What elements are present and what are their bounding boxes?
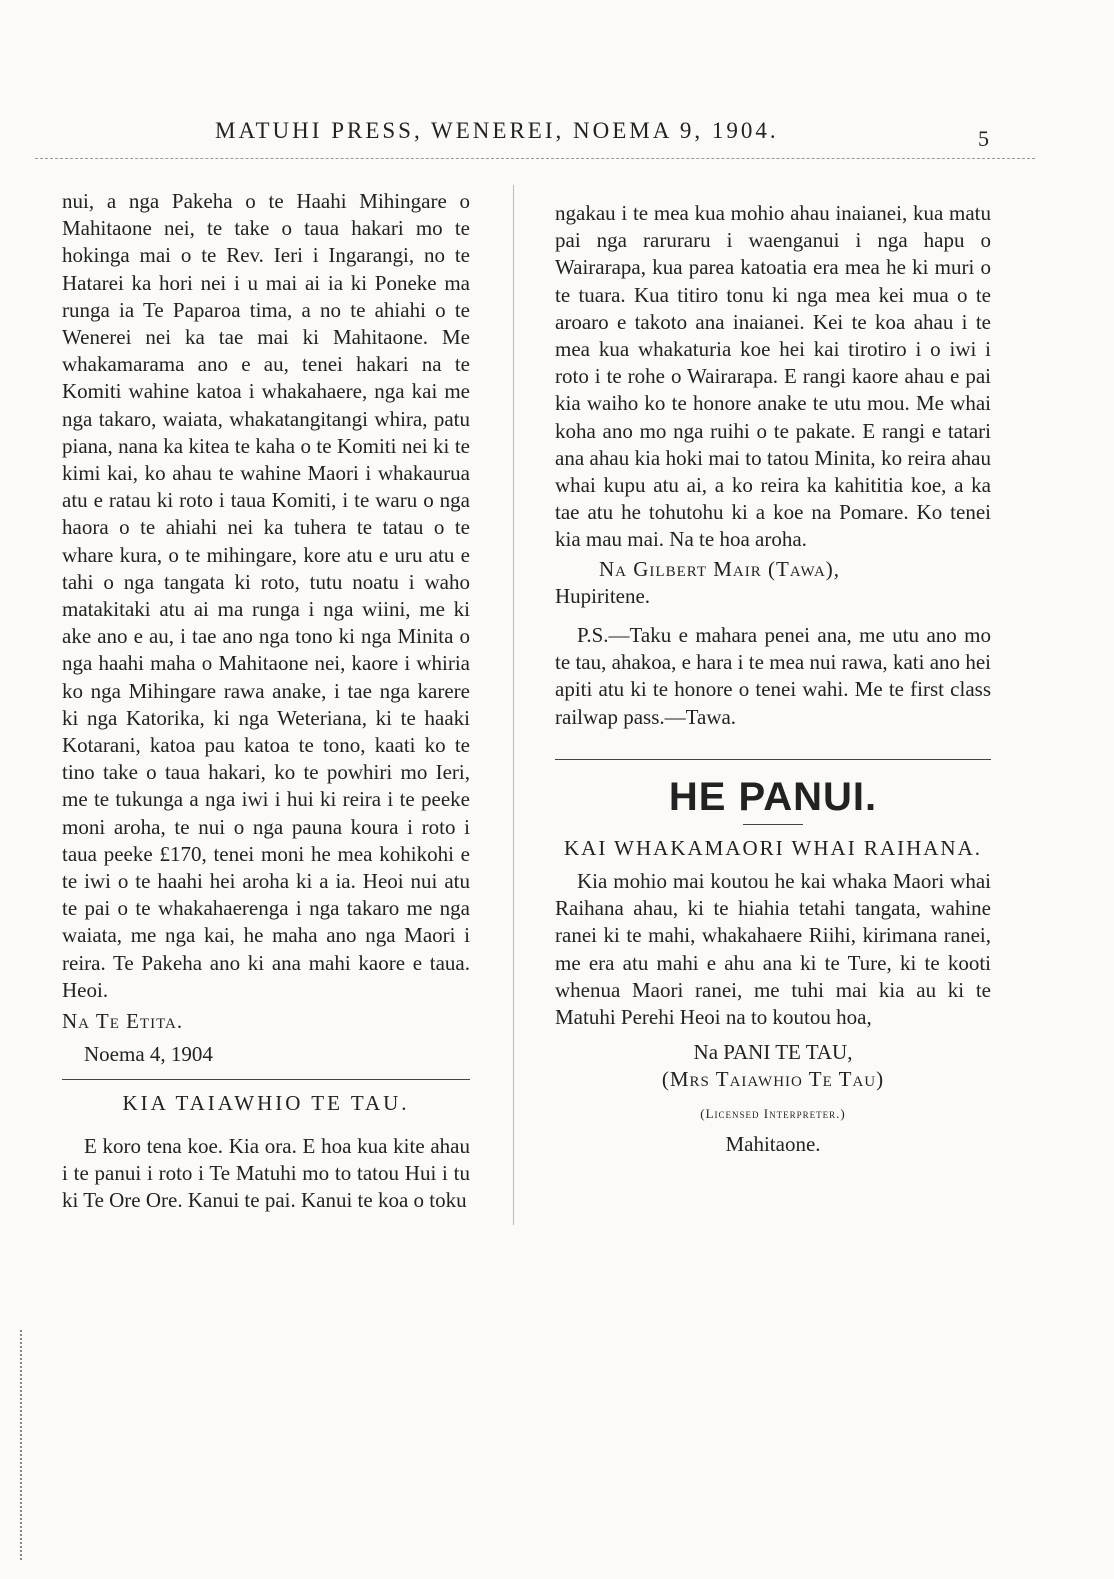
margin-mark [20,1330,22,1560]
postscript: P.S.—Taku e mahara penei ana, me utu ano mo te tau, ahakoa, e hara i te mea nui rawa, kati ano hei apiti atu ki te honore o tenei wahi. Me te first class railwap pass.—Tawa. [555,623,991,729]
notice-signature: Na PANI TE TAU, [693,1040,853,1065]
article-body: nui, a nga Pakeha o te Haahi Mihingare o Mahitaone nei, te take o taua hakari mo te hokinga mai o te Rev. Ieri i Ingarangi, no te Hatarei ka hori nei i u mai ai ia ki Poneke ma runga ia Te Paparoa tima, a no te ahiahi o te Wenerei nei ka tae mai ki Mahitaone. Me whakamarama ano e au, tenei hakari na te Komiti wahine katoa i whakahaere, nga kai me nga takaro, waiata, whakatangitangi whira, patu piana, nana ka kitea te kaha o te Komiti nei ki te kimi kai, ko ahau te wahine Maori i whakaurua atu e ratau ki roto i taua Komiti, i te waru o nga haora o te ahiahi nei ka tuhera te tatau o te whare kura, o te mihingare, kore atu e uru atu e tahi o nga tangata ki roto, tutu noatu i waho matakitaki atu ai ma runga i nga wiini, me ki ake ano e au, i tae ano nga tono ki nga Minita o nga haahi maha o Mahitaone nei, kaore i whiria ko nga Mihingare rawa anake, i tae nga karere ki nga Katorika, ki nga Weteriana, ki te haaki Kotarani, katoa pau katoa te tono, kaati ko te tino take o taua hakari, ko te powhiri mo Ieri, me te tukunga a nga iwi i hui ki reira i te peeke moni aroha, te nui o nga pauna koura i roto i taua peeke £170, tenei moni he mea kohikohi e te iwi o te haahi hei aroha ki a ia. Heoi nui atu te pai o te whakahaerenga i nga takaro me nga waiata, me nga kai, he maha ano nga Maori i reira. Te Pakeha ano ki ana mahi kaore e taua. Heoi. [62,189,470,1002]
masthead: MATUHI PRESS, WENEREI, NOEMA 9, 1904. [215,118,779,143]
article-date: Noema 4, 1904 [84,1042,213,1067]
letter-signature: Na Gilbert Mair (Tawa), [599,556,841,581]
section-divider [555,759,991,760]
notice-title: HE PANUI. [668,774,878,819]
letter-body-continued: ngakau i te mea kua mohio ahau inaianei, kua matu pai nga raruraru i waenganui i nga hapu o Wairarapa, kua parea katoatia era mea he ki muri o te tuara. Kua titiro tonu ki nga mea kei mua o te aroaro e takoto ana inaianei. Kei te koa ahau i te mea kua whakaturia koe hei kai tirotiro i o iwi i roto i te rohe o Wairarapa. E rangi kaore ahau e pai kia waiho ko te honore anake te utu mou. Me whai koha ano mo nga ruihi o te pakate. E rangi e tatari ana ahau kia hoki mai to tatou Minita, ko reira ahau whai kupu atu ai, a ko reira ka kahititia koe, a ka tae atu he tohutohu ki a koe na Pomare. Ko tenei kia mau mai. Na te hoa aroha. [555,201,991,552]
title-underline [743,824,803,825]
letter-body-start: E koro tena koe. Kia ora. E hoa kua kite ahau i te panui i roto i Te Matuhi mo to tatou Hui i tu ki Te Ore Ore. Kanui te pai. Kanui te koa o toku [62,1133,470,1213]
notice-body: Kia mohio mai koutou he kai whaka Maori whai Raihana ahau, ki te hiahia tetahi tangata, wahine ranei ki te mahi, whakahaere Riihi, kirimana ranei, me era atu mahi e ahu ana ki te Ture, ki te kooti whenua Maori ranei, me tuhi mai kia au ki te Matuhi Perehi Heoi na to koutou hoa, [555,869,991,1030]
page-number: 5 [978,126,989,151]
article-signature: Na Te Etita. [62,1009,184,1034]
letter-role: Hupiritene. [555,583,651,608]
notice-signature-name: (Mrs Taiawhio Te Tau) [661,1067,885,1092]
column-divider [513,185,514,1225]
left-column [62,188,470,1214]
notice-place: Mahitaone. [725,1131,821,1156]
notice-subtitle: KAI WHAKAMAORI WHAI RAIHANA. [563,835,983,860]
notice-license: (Licensed Interpreter.) [700,1105,846,1121]
letter-title: KIA TAIAWHIO TE TAU. [122,1090,410,1115]
header-divider [35,158,1035,159]
right-column [555,200,991,1158]
section-divider [62,1079,470,1080]
